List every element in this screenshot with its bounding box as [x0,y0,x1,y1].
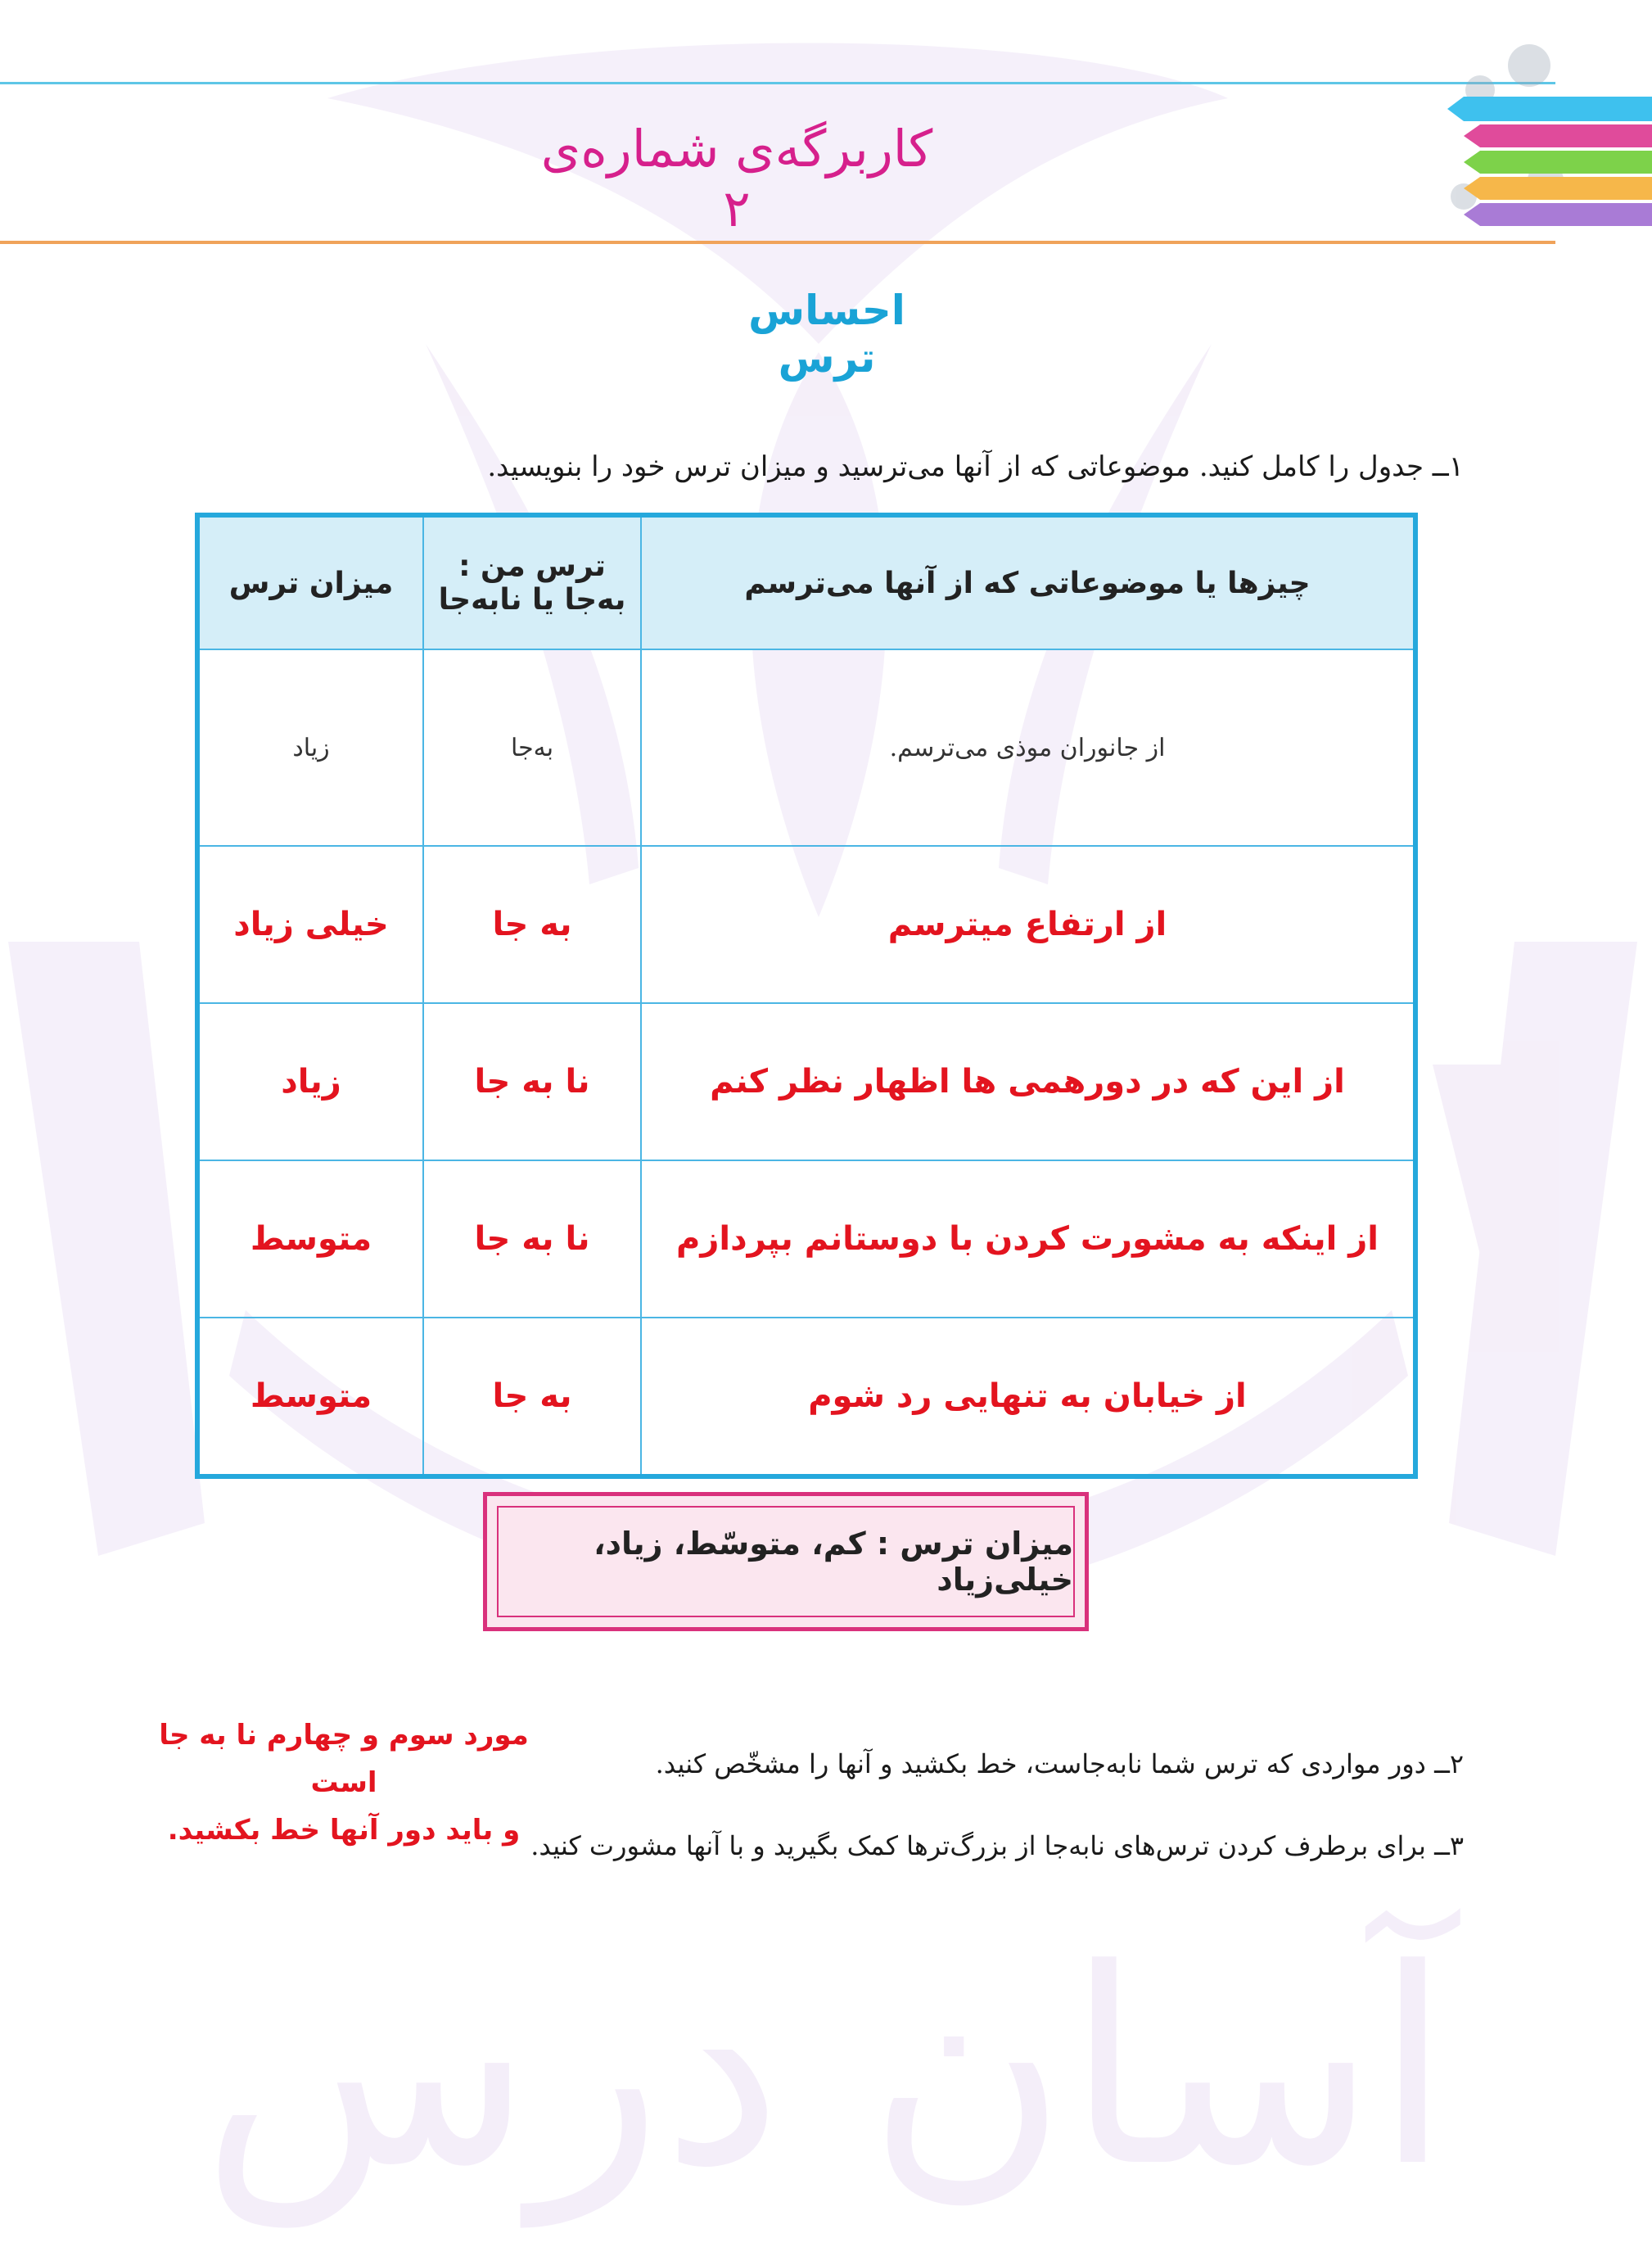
answer-topic: از ارتفاع میترسم [641,846,1415,1003]
answer-justified: نا به جا [423,1003,641,1160]
watermark-text: آسان درس [201,1911,1451,2226]
header-bottom-rule [0,241,1555,244]
question-3: ۳ــ برای برطرف کردن ترس‌های نابه‌جا از بزرگ‌ترها کمک بگیرید و با آنها مشورت کنید. [530,1830,1464,1861]
example-topic: از جانوران موذی می‌ترسم. [641,649,1415,846]
header-level: میزان ترس [197,515,423,649]
answer-level: زیاد [197,1003,423,1160]
fear-level-legend [483,1492,1089,1631]
fear-table [195,513,1418,1479]
answer-level: خیلی زیاد [197,846,423,1003]
answer-justified: به جا [423,1318,641,1476]
question-2: ۲ــ دور مواردی که ترس شما نابه‌جاست، خط بکشید و آنها را مشخّص کنید. [655,1748,1464,1779]
answer-topic: از اینکه به مشورت کردن با دوستانم بپردازم [641,1160,1415,1318]
header-justified [423,515,641,649]
question-1: ۱ــ جدول را کامل کنید. موضوعاتی که از آنها می‌ترسید و میزان ترس خود را بنویسید. [487,450,1464,483]
answer-topic: از این که در دورهمی ها اظهار نظر کنم [641,1003,1415,1160]
table-row [197,846,1415,1003]
header-top-rule [0,82,1555,84]
page-title: کاربرگه‌ی شماره‌ی ۲ [540,119,933,238]
table-row [197,1003,1415,1160]
answer-justified: نا به جا [423,1160,641,1318]
header-justified-line1: ترس من : [458,549,606,583]
answer-justified: به جا [423,846,641,1003]
example-justified: به‌جا [423,649,641,846]
answer-note-line1: مورد سوم و چهارم نا به جا است [159,1719,529,1799]
answer-topic: از خیابان به تنهایی رد شوم [641,1318,1415,1476]
header-justified-line2: به‌جا یا نابه‌جا [438,583,626,617]
table-row-example [197,649,1415,846]
corner-ribbons-decoration [1431,33,1652,229]
table-row [197,1318,1415,1476]
answer-level: متوسط [197,1318,423,1476]
table-header-row [197,515,1415,649]
table-row [197,1160,1415,1318]
section-title: احساس ترس [748,287,905,382]
header-topic: چیزها یا موضوعاتی که از آنها می‌ترسم [641,515,1415,649]
legend-text: میزان ترس : کم، متوسّط، زیاد، خیلی‌زیاد [497,1506,1075,1617]
answer-level: متوسط [197,1160,423,1318]
answer-note-line2: و باید دور آنها خط بکشید. [167,1814,521,1847]
example-level: زیاد [197,649,423,846]
